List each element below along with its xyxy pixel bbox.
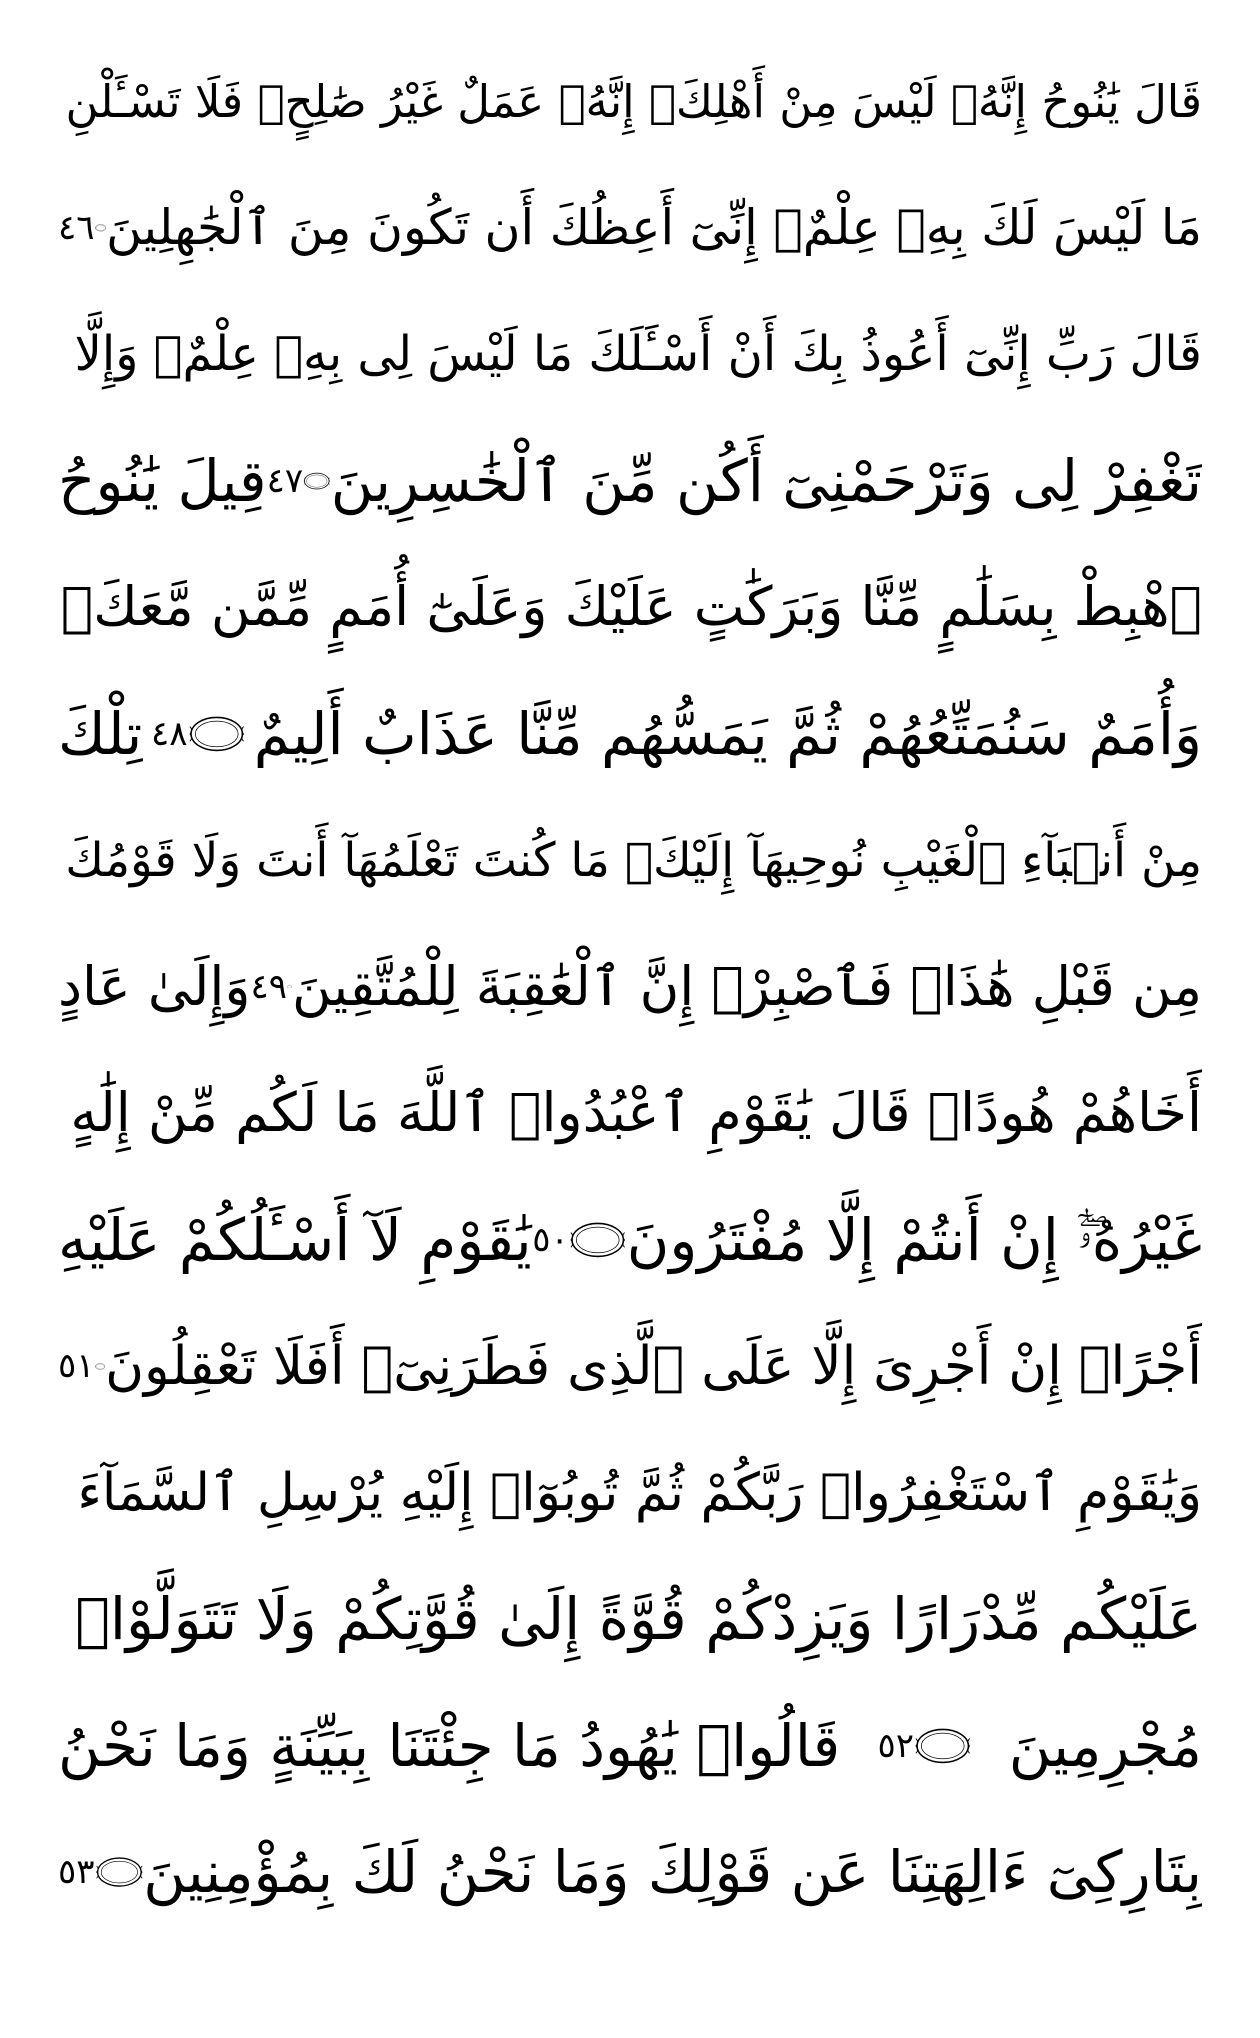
line-text: أَجْرًاۖ إِنْ أَجْرِىَ إِلَّا عَلَى ٱلَّذِى فَطَرَنِىٓۚ أَفَلَا تَعْقِلُونَ [105, 1335, 1202, 1397]
line-text: يَٰقَوْمِ لَآ أَسْـَٔلُكُمْ عَلَيْهِ [58, 1205, 532, 1274]
line-text: تَغْفِرْ لِى وَتَرْحَمْنِىٓ أَكُن مِّنَ ٱلْخَٰسِرِينَ [330, 446, 1202, 515]
text-line [58, 1430, 1202, 1557]
text-line [58, 1556, 1202, 1683]
ayah-end-ornament-icon [532, 1209, 626, 1271]
ayah-end-ornament-icon [267, 450, 331, 512]
line-text: تِلْكَ [58, 699, 143, 768]
line-text: بِتَارِكِىٓ ءَالِهَتِنَا عَن قَوْلِكَ وَمَا نَحْنُ لَكَ بِمُؤْمِنِينَ [143, 1838, 1202, 1907]
verse-number: ٤٨ [151, 713, 188, 754]
line-text: وَيَٰقَوْمِ ٱسْتَغْفِرُوا۟ رَبَّكُمْ ثُمَّ تُوبُوٓا۟ إِلَيْهِ يُرْسِلِ ٱلسَّمَآءَ [77, 1462, 1202, 1523]
ayah-end-ornament-icon [58, 1841, 143, 1903]
verse-number: ٥٣ [58, 1852, 95, 1893]
line-text: مِن قَبْلِ هَٰذَاۖ فَٱصْبِرْۖ إِنَّ ٱلْعَٰقِبَةَ لِلْمُتَّقِينَ [292, 954, 1202, 1018]
line-text: وَأُمَمٌ سَنُمَتِّعُهُمْ ثُمَّ يَمَسُّهُم مِّنَّا عَذَابٌ أَلِيمٌ [253, 699, 1202, 768]
text-line [58, 1177, 1202, 1304]
text-line [58, 291, 1202, 418]
line-text: غَيْرُهُۥٓۖ إِنْ أَنتُمْ إِلَّا مُفْتَرُونَ [626, 1205, 1202, 1274]
line-text: ٱهْبِطْ بِسَلَٰمٍ مِّنَّا وَبَرَكَٰتٍ عَلَيْكَ وَعَلَىٰٓ أُمَمٍ مِّمَّن مَّعَكَۚ [60, 575, 1202, 639]
text-line [58, 1050, 1202, 1177]
text-line [58, 165, 1202, 292]
line-text: مُجْرِمِينَ [1008, 1711, 1202, 1780]
ayah-end-ornament-icon [151, 703, 245, 765]
verse-number: ٤٧ [266, 460, 304, 501]
line-text: قَالَ يَٰنُوحُ إِنَّهُۥ لَيْسَ مِنْ أَهْلِكَۖ إِنَّهُۥ عَمَلٌ غَيْرُ صَٰلِحٍۖ فَلَا تَسْـَٔلْنِ [65, 74, 1202, 128]
ayah-end-ornament-icon [58, 197, 106, 259]
line-text: مَا لَيْسَ لَكَ بِهِۦ عِلْمٌۖ إِنِّىٓ أَعِظُكَ أَن تَكُونَ مِنَ ٱلْجَٰهِلِينَ [106, 199, 1202, 257]
text-line [58, 1683, 1202, 1810]
line-text: قَالَ رَبِّ إِنِّىٓ أَعُوذُ بِكَ أَنْ أَسْـَٔلَكَ مَا لَيْسَ لِى بِهِۦ عِلْمٌۖ وَإِلَّا [74, 326, 1202, 383]
text-line [58, 1809, 1202, 1936]
text-line [58, 924, 1202, 1051]
ayah-end-ornament-icon [250, 956, 292, 1018]
text-line [58, 38, 1202, 165]
line-text: أَخَاهُمْ هُودًاۚ قَالَ يَٰقَوْمِ ٱعْبُدُوا۟ ٱللَّهَ مَا لَكُم مِّنْ إِلَٰهٍ [70, 1081, 1202, 1145]
ayah-end-ornament-icon [58, 1335, 105, 1397]
line-text: مِنْ أَنۢبَآءِ ٱلْغَيْبِ نُوحِيهَآ إِلَيْكَۖ مَا كُنتَ تَعْلَمُهَآ أَنتَ وَلَا قَوْمُكَ [65, 832, 1202, 888]
verse-number: ٥١ [58, 1346, 95, 1387]
text-line [58, 544, 1202, 671]
ayah-end-ornament-icon [878, 1715, 972, 1777]
verse-number: ٥٢ [877, 1725, 915, 1766]
line-text: قَالُوا۟ يَٰهُودُ مَا جِئْتَنَا بِبَيِّنَةٍ وَمَا نَحْنُ [58, 1711, 841, 1780]
line-text: عَلَيْكُم مِّدْرَارًا وَيَزِدْكُمْ قُوَّةً إِلَىٰ قُوَّتِكُمْ وَلَا تَتَوَلَّوْا۟ [75, 1585, 1202, 1654]
text-line [58, 418, 1202, 545]
line-text: قِيلَ يَٰنُوحُ [58, 446, 267, 515]
line-text: وَإِلَىٰ عَادٍ [58, 954, 251, 1018]
verse-number: ٤٩ [250, 966, 287, 1007]
text-line [58, 797, 1202, 924]
verse-number: ٥٠ [532, 1219, 569, 1260]
verse-number: ٤٦ [58, 207, 95, 248]
text-line [58, 671, 1202, 798]
text-line [58, 1303, 1202, 1430]
